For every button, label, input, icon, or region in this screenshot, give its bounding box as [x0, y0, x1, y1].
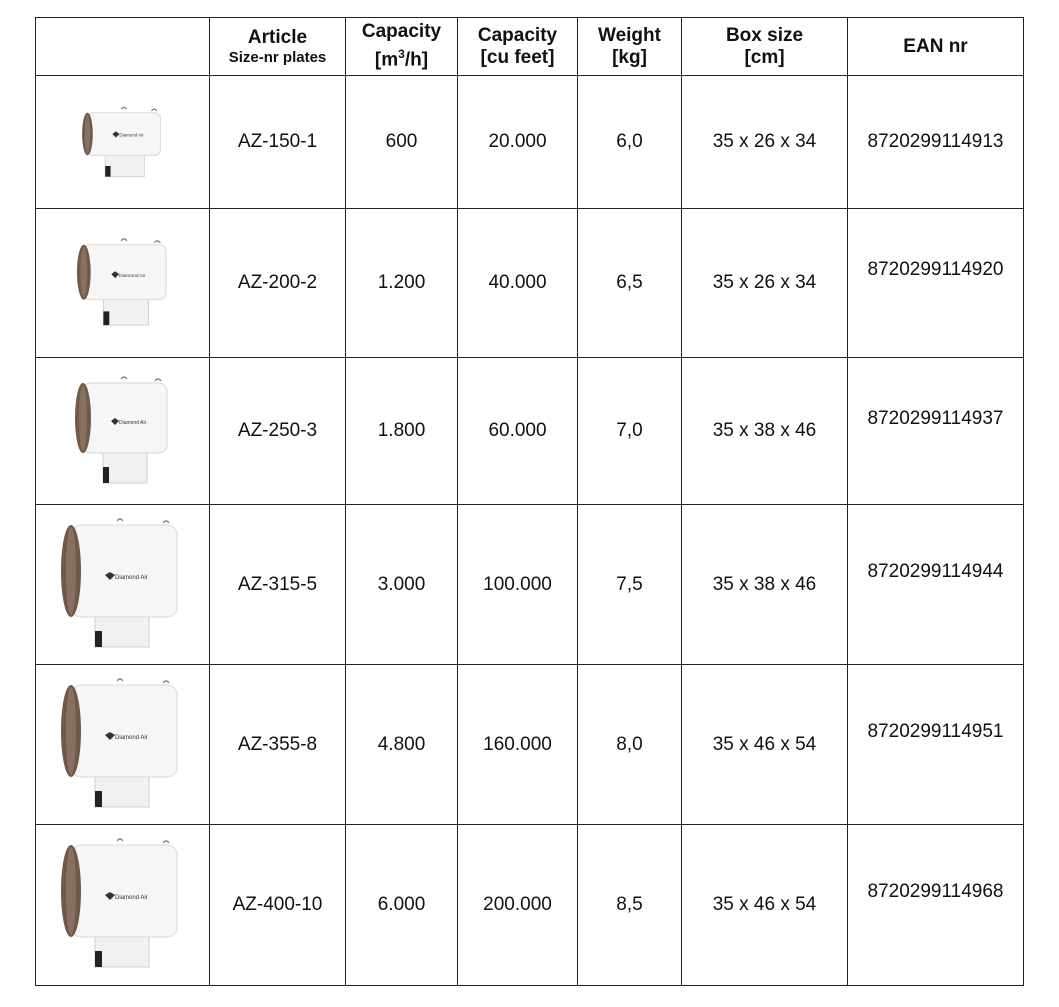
header-capacity-cu-title: Capacity	[477, 24, 558, 46]
header-capacity-m3-unit-post: /h]	[404, 49, 429, 71]
cell-article: AZ-400-10	[210, 825, 346, 986]
product-image-cell	[36, 76, 210, 209]
ozone-generator-image	[74, 235, 172, 331]
cell-capacity-m3: 4.800	[346, 665, 458, 825]
cell-weight: 7,0	[578, 358, 682, 505]
cell-ean	[848, 76, 1024, 209]
cell-weight: 8,0	[578, 665, 682, 825]
product-image-cell	[36, 358, 210, 505]
header-capacity-m3-unit-sup: 3	[398, 47, 405, 62]
header-article-sub: Size-nr plates	[228, 48, 327, 66]
cell-weight: 6,5	[578, 209, 682, 358]
ozone-generator-image	[59, 675, 187, 815]
cell-ean	[848, 665, 1024, 825]
ean-value: 8720299114968	[867, 881, 1004, 902]
ean-value: 8720299114951	[867, 721, 1004, 742]
product-table	[35, 17, 1024, 986]
cell-capacity-m3: 3.000	[346, 505, 458, 665]
header-weight	[578, 18, 682, 76]
cell-ean	[848, 358, 1024, 505]
product-image-cell	[36, 665, 210, 825]
cell-article: AZ-250-3	[210, 358, 346, 505]
header-capacity-m3-unit-pre: [m	[374, 49, 399, 71]
cell-weight: 7,5	[578, 505, 682, 665]
table-row	[36, 209, 1024, 358]
cell-box-size: 35 x 26 x 34	[682, 76, 848, 209]
product-image-cell	[36, 505, 210, 665]
cell-capacity-m3: 600	[346, 76, 458, 209]
brand-logo-text: Diamond Air	[114, 574, 148, 581]
ean-value: 8720299114920	[867, 259, 1004, 280]
cell-box-size: 35 x 26 x 34	[682, 209, 848, 358]
cell-capacity-cu: 20.000	[458, 76, 578, 209]
cell-capacity-m3: 6.000	[346, 825, 458, 986]
cell-ean	[848, 209, 1024, 358]
header-ean	[848, 18, 1024, 76]
header-box-title: Box size	[725, 24, 804, 46]
table-row	[36, 665, 1024, 825]
header-article	[210, 18, 346, 76]
cell-capacity-m3: 1.800	[346, 358, 458, 505]
cell-ean	[848, 825, 1024, 986]
ean-value: 8720299114937	[867, 408, 1004, 429]
cell-box-size: 35 x 46 x 54	[682, 825, 848, 986]
header-capacity-m3-title: Capacity	[361, 21, 442, 43]
cell-capacity-cu: 160.000	[458, 665, 578, 825]
header-weight-unit: [kg]	[612, 46, 647, 68]
ozone-generator-image	[59, 835, 187, 975]
brand-logo-text: Diamond Air	[118, 420, 146, 426]
table-row	[36, 825, 1024, 986]
brand-logo-text: Diamond Air	[114, 734, 148, 741]
cell-article: AZ-150-1	[210, 76, 346, 209]
product-image-cell	[36, 209, 210, 358]
cell-weight: 8,5	[578, 825, 682, 986]
header-row	[36, 18, 1024, 76]
cell-article: AZ-200-2	[210, 209, 346, 358]
cell-article: AZ-315-5	[210, 505, 346, 665]
cell-ean	[848, 505, 1024, 665]
header-capacity-cu-unit: [cu feet]	[480, 46, 555, 68]
header-capacity-m3	[346, 18, 458, 76]
header-weight-title: Weight	[598, 24, 661, 46]
ozone-generator-image	[59, 515, 187, 655]
ozone-generator-image	[78, 102, 168, 182]
cell-capacity-cu: 200.000	[458, 825, 578, 986]
header-image	[36, 18, 210, 76]
header-ean-title: EAN nr	[903, 35, 968, 57]
product-image-cell	[36, 825, 210, 986]
cell-weight: 6,0	[578, 76, 682, 209]
cell-article: AZ-355-8	[210, 665, 346, 825]
brand-logo-text: Diamond Air	[118, 274, 146, 280]
cell-capacity-cu: 40.000	[458, 209, 578, 358]
brand-logo-text: Diamond Air	[114, 895, 148, 901]
ozone-generator-image	[73, 375, 173, 487]
brand-logo-text: Diamond Air	[118, 132, 144, 138]
header-article-title: Article	[247, 26, 308, 48]
header-box-size	[682, 18, 848, 76]
table-row	[36, 358, 1024, 505]
ean-value: 8720299114913	[867, 131, 1004, 152]
table-row	[36, 505, 1024, 665]
cell-capacity-m3: 1.200	[346, 209, 458, 358]
cell-box-size: 35 x 46 x 54	[682, 665, 848, 825]
cell-capacity-cu: 60.000	[458, 358, 578, 505]
cell-box-size: 35 x 38 x 46	[682, 505, 848, 665]
cell-box-size: 35 x 38 x 46	[682, 358, 848, 505]
ean-value: 8720299114944	[867, 561, 1004, 582]
header-box-unit: [cm]	[744, 46, 785, 68]
cell-capacity-cu: 100.000	[458, 505, 578, 665]
header-capacity-cu	[458, 18, 578, 76]
table-row	[36, 76, 1024, 209]
